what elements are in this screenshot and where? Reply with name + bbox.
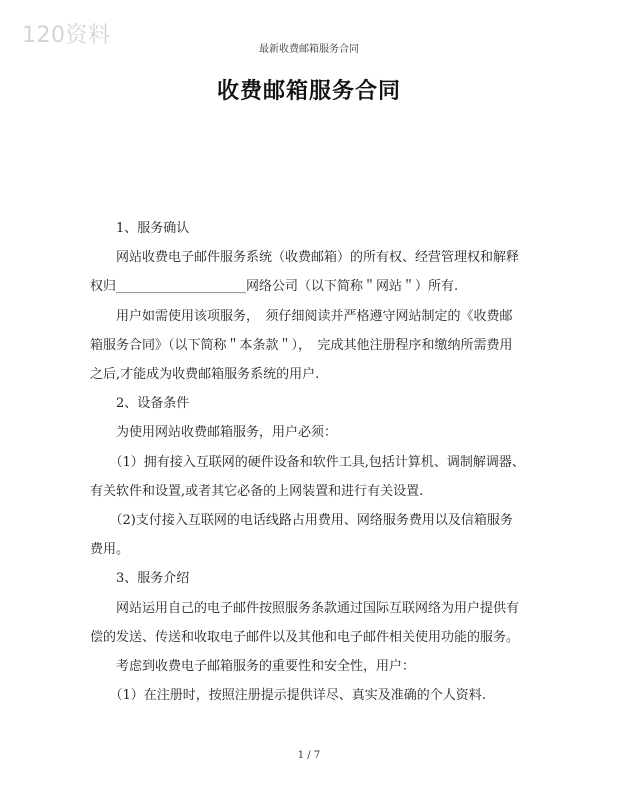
paragraph-line: （2)支付接入互联网的电话线路占用费用、网络服务费用以及信箱服务 xyxy=(90,513,513,529)
document-title: 收费邮箱服务合同 xyxy=(216,79,401,104)
paragraph-line: （1）拥有接入互联网的硬件设备和软件工具,包括计算机、调制解调器、 xyxy=(90,454,525,470)
paragraph-line: 网站运用自己的电子邮件按照服务条款通过国际互联网络为用户提供有 xyxy=(90,600,520,616)
page-indicator: 1 / 7 xyxy=(297,750,321,761)
section-heading-service-intro: 3、服务介绍 xyxy=(90,571,190,587)
document-body xyxy=(90,214,538,710)
paragraph-line: 考虑到收费电子邮箱服务的重要性和安全性，用户： xyxy=(90,659,416,675)
paragraph-line: 费用。 xyxy=(90,542,130,558)
paragraph-line: 之后,才能成为收费邮箱服务系统的用户. xyxy=(90,367,320,383)
watermark-logo: 120资料 xyxy=(22,23,111,48)
paragraph-line: 为使用网站收费邮箱服务，用户必须： xyxy=(90,425,338,441)
running-header: 最新收费邮箱服务合同 xyxy=(259,44,359,55)
paragraph-line: 有关软件和设置,或者其它必备的上网装置和进行有关设置. xyxy=(90,483,424,499)
paragraph-line: （1）在注册时，按照注册提示提供详尽、真实及准确的个人资料. xyxy=(90,688,486,704)
paragraph-line: 偿的发送、传送和收取电子邮件以及其他和电子邮件相关使用功能的服务。 xyxy=(90,629,520,645)
section-heading-service-confirmation: 1、服务确认 xyxy=(90,221,190,236)
paragraph-line: 网站收费电子邮件服务系统（收费邮箱）的所有权、经营管理权和解释 xyxy=(90,250,520,266)
paragraph-line: 权归____________________网络公司（以下简称＂网站＂）所有. xyxy=(90,279,459,295)
section-heading-equipment: 2、设备条件 xyxy=(90,396,190,412)
paragraph-line: 用户如需使用该项服务， 须仔细阅读并严格遵守网站制定的《收费邮 xyxy=(90,308,513,324)
paragraph-line: 箱服务合同》（以下简称＂本条款＂）， 完成其他注册程序和缴纳所需费用 xyxy=(90,337,513,353)
